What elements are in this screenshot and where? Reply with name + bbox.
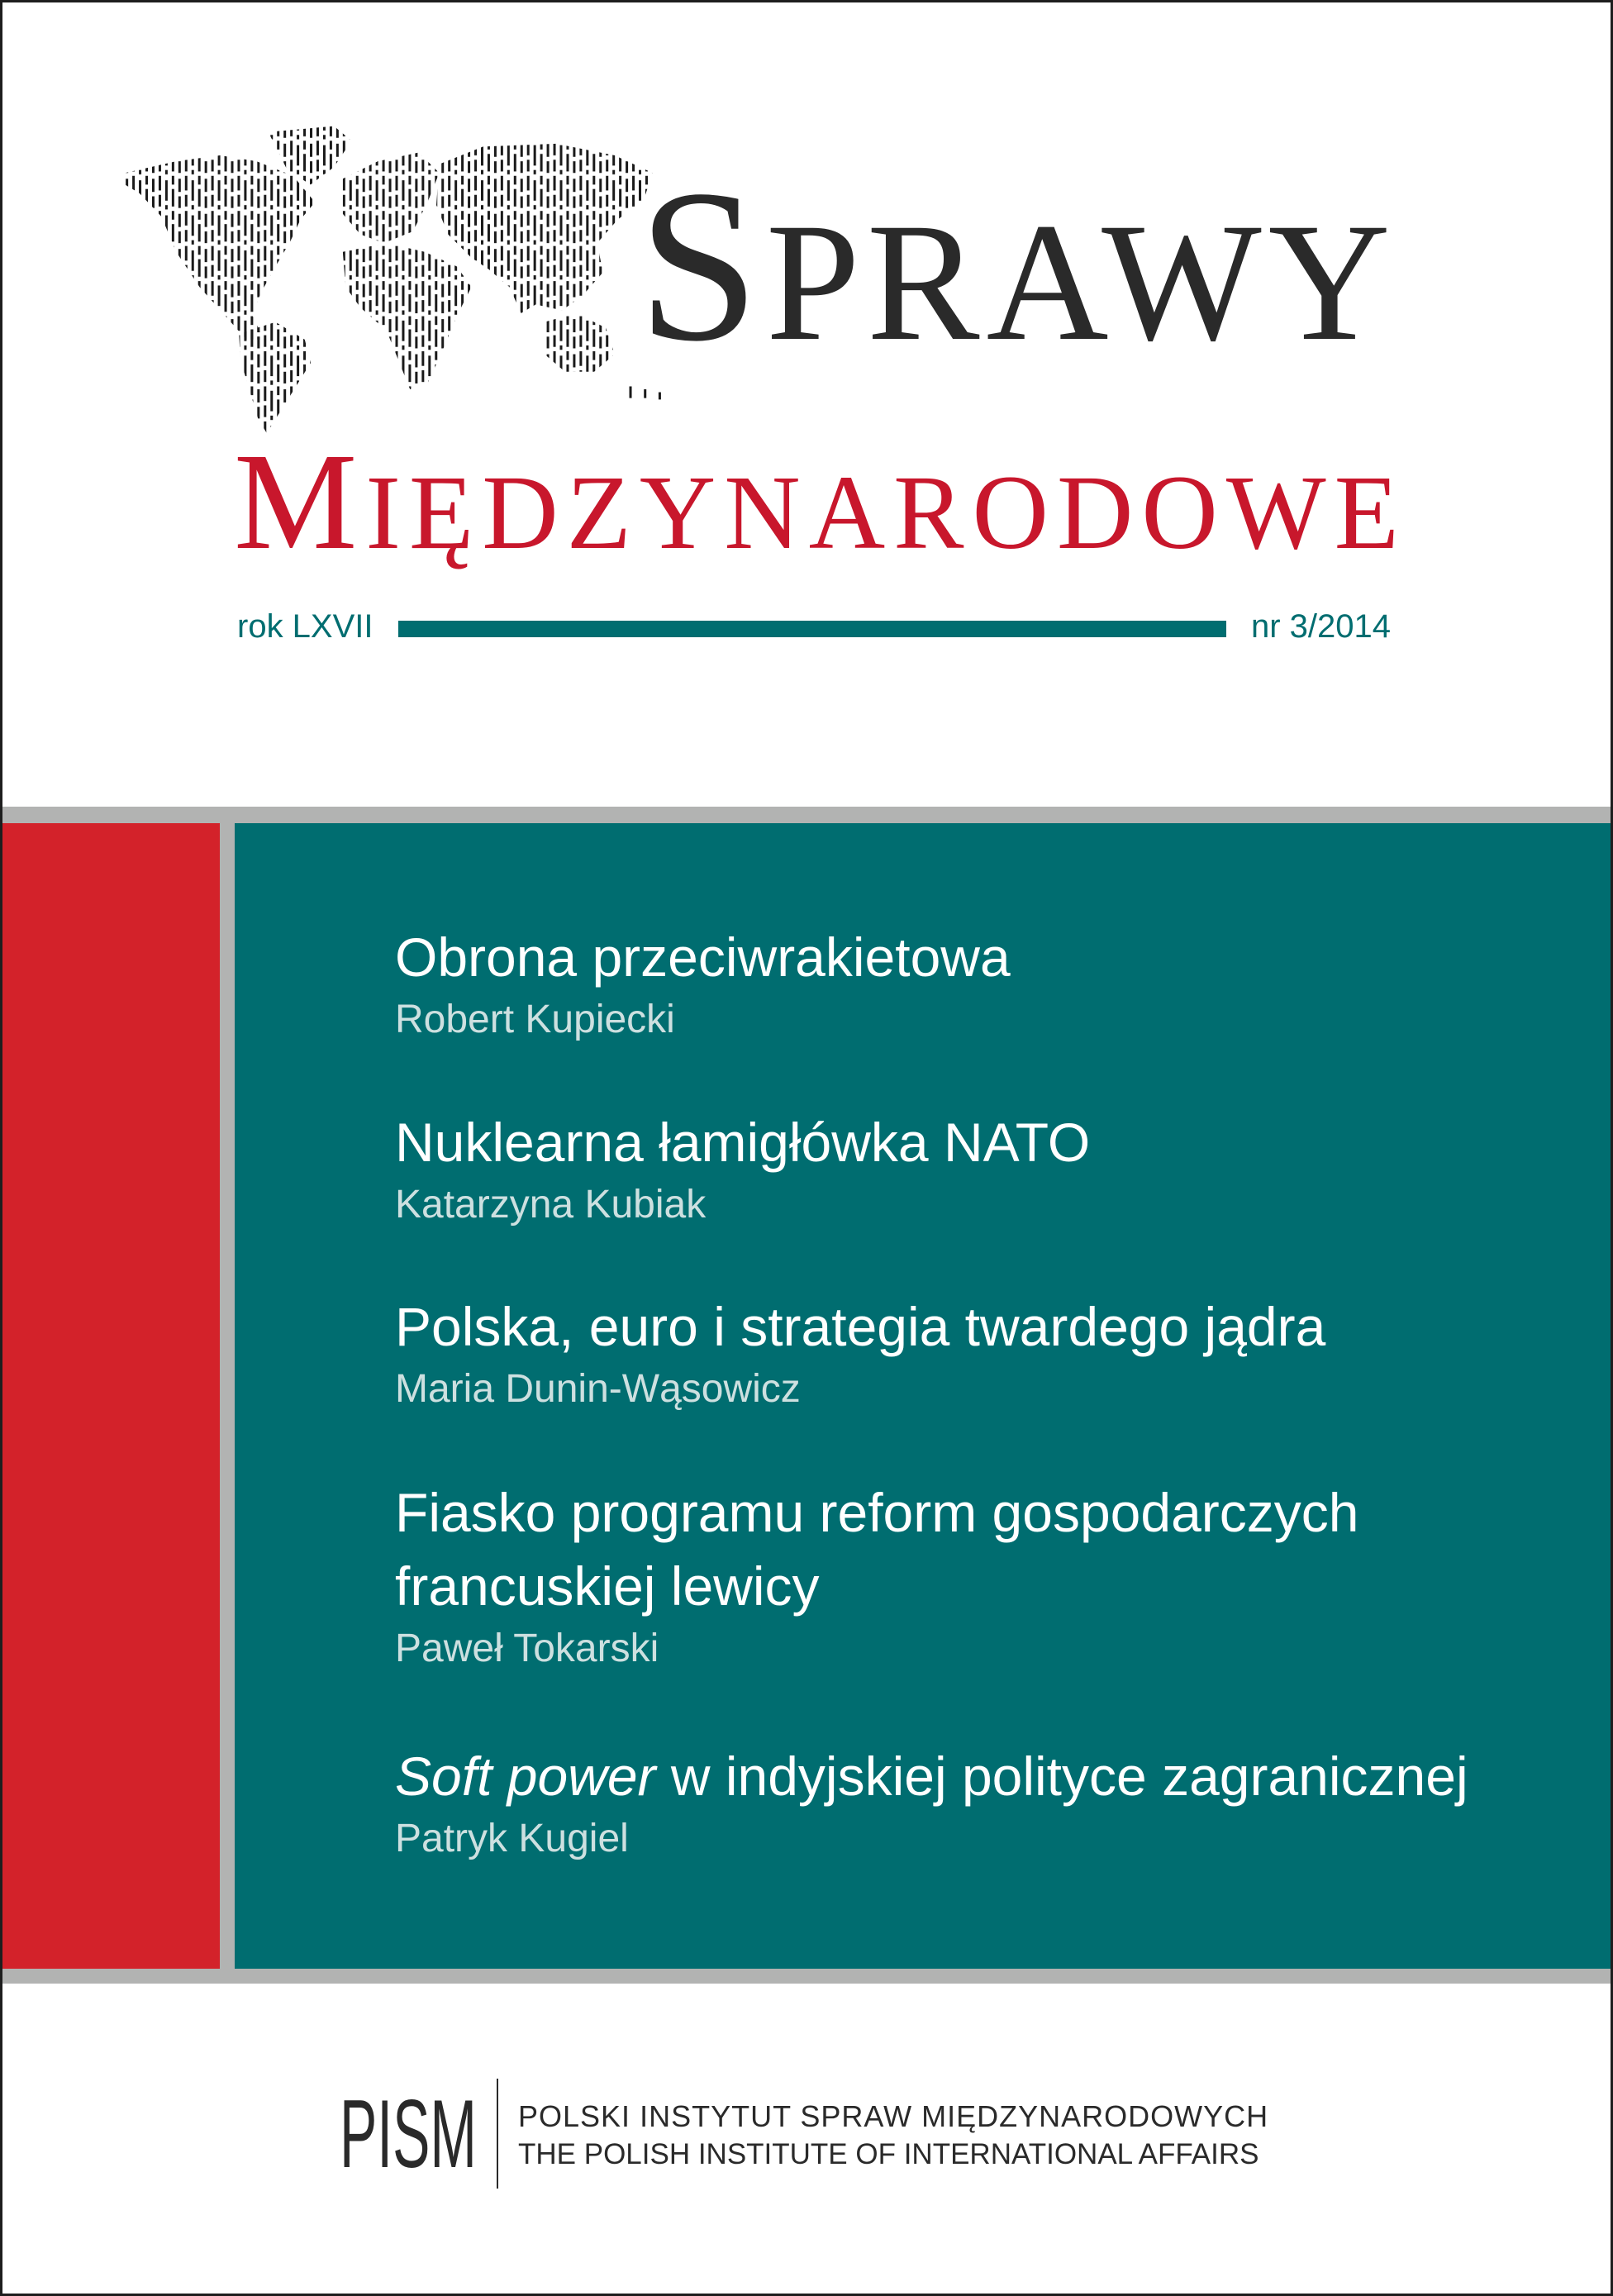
world-map-logo [117,117,673,446]
europe-shape [343,152,440,243]
africa-shape [343,243,472,389]
article-title-italic: Soft power [395,1746,656,1807]
article-title: Obrona przeciwrakietowa [395,926,1011,988]
article-title: Polska, euro i strategia twardego jądra [395,1296,1326,1357]
article-author: Patryk Kugiel [395,1817,629,1860]
article-author: Maria Dunin-Wąsowicz [395,1367,801,1411]
issue-number: nr 3/2014 [1251,608,1392,645]
article-entry [395,1746,1468,1860]
publisher-name-polish: POLSKI INSTYTUT SPRAW MIĘDZYNARODOWYCH [518,2099,1269,2133]
article-author: Paweł Tokarski [395,1627,659,1670]
article-title [395,1746,1468,1807]
article-author: Robert Kupiecki [395,998,675,1041]
north-america-shape [125,155,315,340]
red-side-panel [0,823,220,1969]
article-title-rest: w indyjskiej polityce zagranicznej [655,1746,1468,1807]
article-entry [395,1112,1091,1227]
australia-shape [545,313,615,372]
publisher-divider [497,2079,498,2189]
article-entry [395,1482,1359,1670]
article-title: Nuklearna łamigłówka NATO [395,1112,1091,1173]
journal-title: SPRAWY [638,145,1397,387]
article-author: Katarzyna Kubiak [395,1183,707,1227]
new-zealand-shape [630,386,661,399]
article-title-line-1: Fiasko programu reform gospodarczych [395,1482,1359,1543]
pism-logo: PISM [340,2079,477,2188]
publisher-name-english: THE POLISH INSTITUTE OF INTERNATIONAL AFFAIRS [518,2138,1259,2170]
article-entry [395,926,1011,1041]
masthead-divider-bar [398,621,1226,637]
volume-label: rok LXVII [237,608,374,645]
contents-panel [235,823,1613,1969]
journal-subtitle: MIĘDZYNARODOWE [234,425,1407,579]
article-title-line-2: francuskiej lewicy [395,1555,820,1617]
article-entry [395,1296,1326,1411]
south-america-shape [239,322,311,433]
